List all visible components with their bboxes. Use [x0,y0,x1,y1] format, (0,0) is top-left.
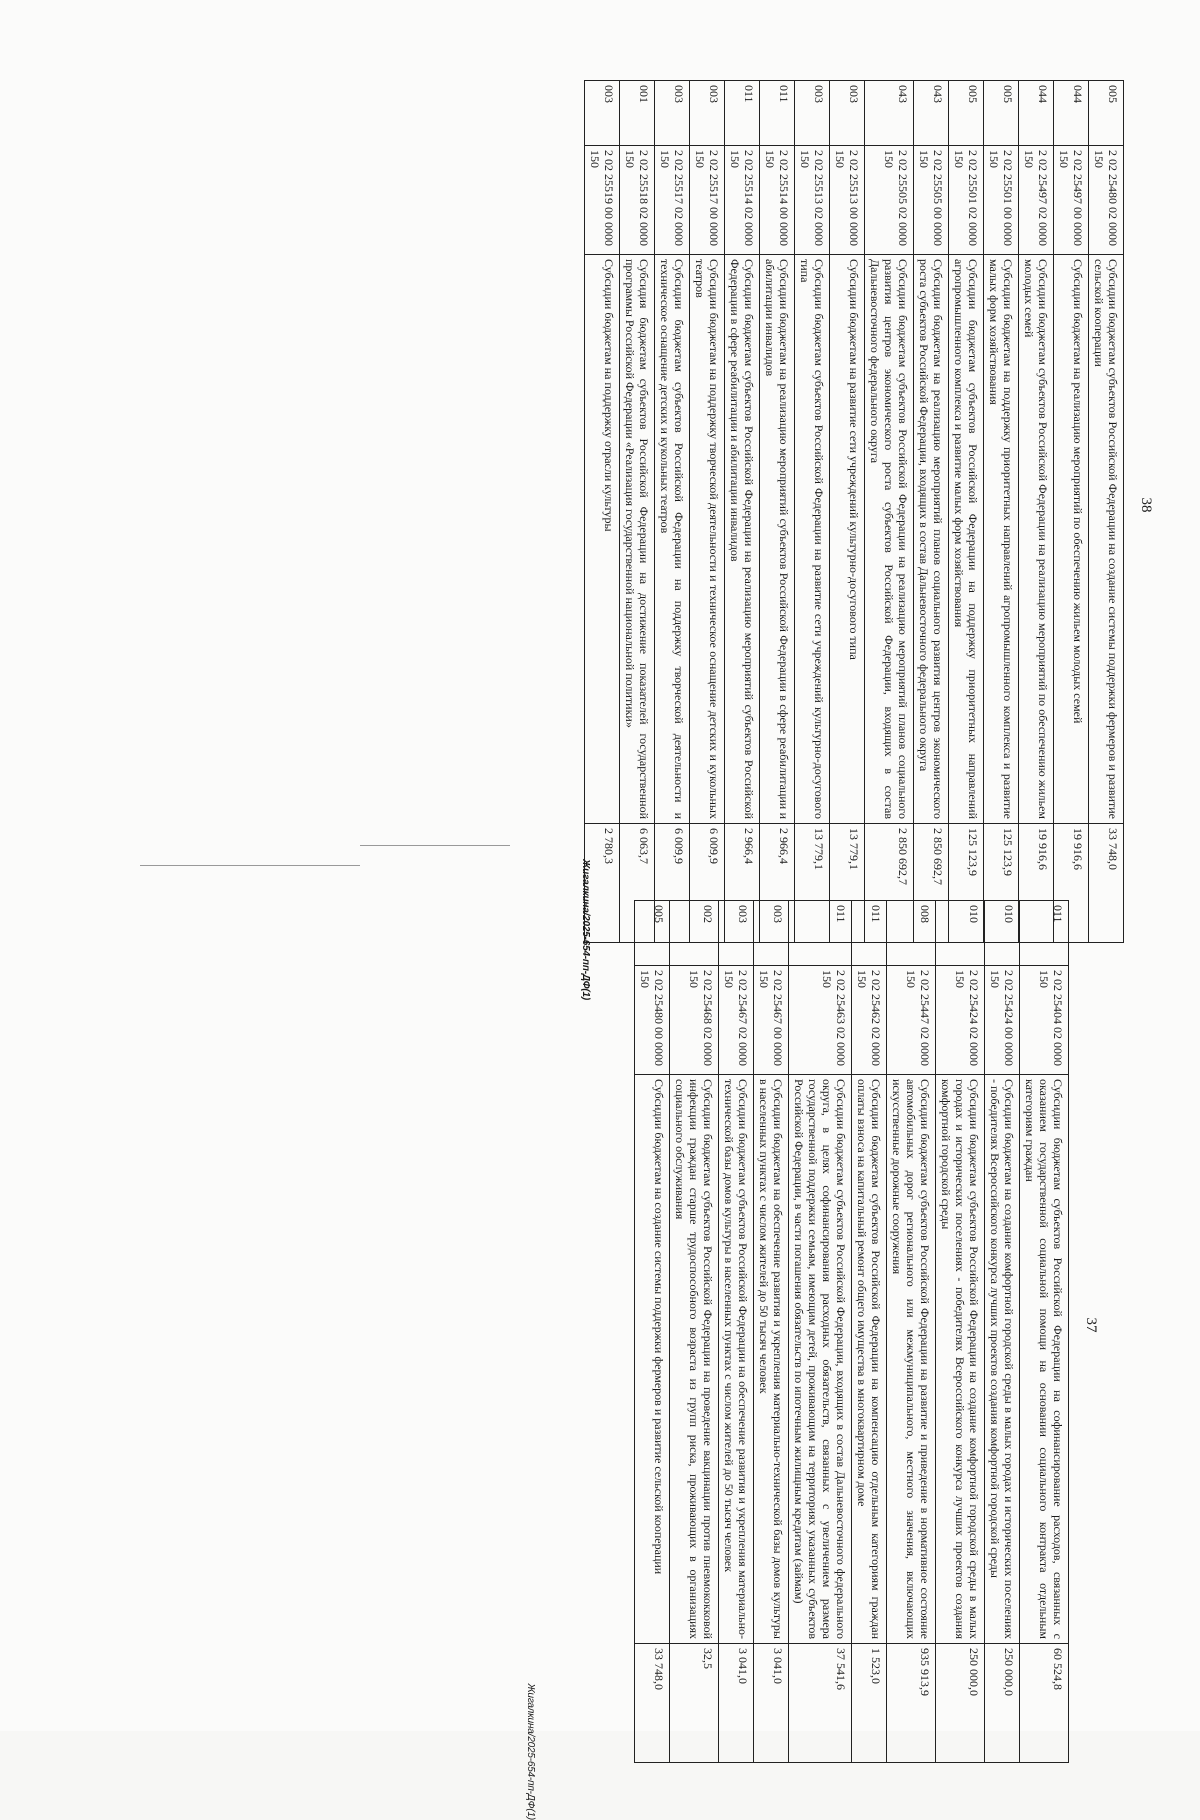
budget-code-cell: 2 02 25513 02 0000 150 [795,146,830,255]
page-number: 38 [1138,497,1154,513]
budget-code-cell: 2 02 25480 00 0000 150 [635,966,670,1075]
amount-cell: 37 541,6 [789,1644,852,1763]
budget-code-cell: 2 02 25517 02 0000 150 [655,146,690,255]
admin-code-cell: 043 [914,81,949,146]
table-row [655,81,690,943]
revenue-name-cell: Субсидии бюджетам субъектов Российской Федерации, входящих в состав Дальневосточного федерального округа, в целях софинансирования расходных обязательств, связанных с увеличением размера государственной поддержки семьям, имеющим детей, проживающим на территориях указанных субъектов Российской Федерации, в части погашения обязательств по ипотечным жилищным кредитам (займам) [789,1075,852,1644]
budget-code-cell: 2 02 25501 00 0000 150 [984,146,1019,255]
budget-code-cell: 2 02 25447 02 0000 150 [887,966,936,1075]
amount-cell: 125 123,9 [984,824,1019,943]
budget-code-cell: 2 02 25468 02 0000 150 [670,966,719,1075]
budget-code-cell: 2 02 25404 02 0000 150 [1020,966,1069,1075]
revenue-name-cell: Субсидии бюджетам субъектов Российской Федерации на реализацию мероприятий субъектов Российской Федерации в сфере реабилитации и абилитации инвалидов [725,255,760,824]
amount-cell: 3 041,0 [754,1644,789,1763]
budget-code-cell: 2 02 25463 02 0000 150 [789,966,852,1075]
table-row [725,81,760,943]
amount-cell: 13 779,1 [795,824,830,943]
admin-code-cell: 003 [754,901,789,966]
budget-code-cell: 2 02 25467 00 0000 150 [754,966,789,1075]
amount-cell: 60 524,8 [1020,1644,1069,1763]
amount-cell: 250 000,0 [985,1644,1020,1763]
amount-cell: 32,5 [670,1644,719,1763]
admin-code-cell: 001 [620,81,655,146]
revenue-name-cell: Субсидии бюджетам на обеспечение развития и укрепления материально-технической базы домов культуры в населенных пунктах с числом жителей до 50 тысяч человек [754,1075,789,1644]
table-row [984,81,1019,943]
table-row [690,81,725,943]
amount-cell: 19 916,6 [1054,824,1089,943]
admin-code-cell: 003 [795,81,830,146]
admin-code-cell: 011 [852,901,887,966]
budget-code-cell: 2 02 25514 00 0000 150 [760,146,795,255]
budget-code-cell: 2 02 25514 02 0000 150 [725,146,760,255]
budget-code-cell: 2 02 25497 00 0000 150 [1054,146,1089,255]
amount-cell: 1 523,0 [852,1644,887,1763]
revenue-name-cell: Субсидии бюджетам на создание комфортной городской среды в малых городах и исторических поселениях - победителях Всероссийского конкурса лучших проектов создания комфортной городской среды [985,1075,1020,1644]
table-row [795,81,830,943]
document-footer: Жигалкина/2025-654-пп-ДФ(1) [525,1683,536,1820]
revenue-name-cell: Субсидии бюджетам субъектов Российской Федерации на развитие и приведение в нормативное состояние автомобильных дорог регионального или межмуниципального, местного значения, включающих искусственные дорожные сооружения [887,1075,936,1644]
amount-cell: 33 748,0 [635,1644,670,1763]
admin-code-cell: 003 [690,81,725,146]
admin-code-cell: 010 [985,901,1020,966]
table-row [865,81,914,943]
page-38 [580,80,1160,1000]
amount-cell: 2 966,4 [760,824,795,943]
table-row [620,81,655,943]
revenue-name-cell: Субсидии бюджетам субъектов Российской Федерации на софинансирование расходов, связанных с оказанием государственной социальной помощи на основании социального контракта отдельным категориям граждан [1020,1075,1069,1644]
amount-cell: 250 000,0 [936,1644,985,1763]
budget-code-cell: 2 02 25424 00 0000 150 [985,966,1020,1075]
budget-code-cell: 2 02 25505 02 0000 150 [865,146,914,255]
amount-cell: 19 916,6 [1019,824,1054,943]
revenue-name-cell: Субсидии бюджетам на реализацию мероприятий по обеспечению жильем молодых семей [1054,255,1089,824]
amount-cell: 6 009,9 [655,824,690,943]
scan-fold-line [140,865,360,866]
admin-code-cell: 011 [1020,901,1069,966]
revenue-table-page-37 [634,900,1069,1763]
document-footer: Жигалкина/2025-654-пп-ДФ(1) [580,859,591,1000]
admin-code-cell: 008 [887,901,936,966]
table-row [949,81,984,943]
revenue-name-cell: Субсидии бюджетам на создание системы поддержки фермеров и развитие сельской кооперации [635,1075,670,1644]
table-row [585,81,620,943]
budget-code-cell: 2 02 25505 00 0000 150 [914,146,949,255]
revenue-name-cell: Субсидия бюджетам субъектов Российской Федерации на достижение показателей государственной программы Российской Федерации «Реализация государственной национальной политики» [620,255,655,824]
admin-code-cell: 002 [670,901,719,966]
amount-cell: 3 041,0 [719,1644,754,1763]
admin-code-cell: 003 [585,81,620,146]
budget-code-cell: 2 02 25424 02 0000 150 [936,966,985,1075]
revenue-name-cell: Субсидии бюджетам субъектов Российской Федерации на создание системы поддержки фермеров и развитие сельской кооперации [1089,255,1124,824]
revenue-name-cell: Субсидии бюджетам субъектов Российской Федерации на развитие сети учреждений культурно-досугового типа [795,255,830,824]
budget-code-cell: 2 02 25467 02 0000 150 [719,966,754,1075]
revenue-name-cell: Субсидии бюджетам субъектов Российской Федерации на поддержку приоритетных направлений агропромышленного комплекса и развитие малых форм хозяйствования [949,255,984,824]
amount-cell: 2 780,3 [585,824,620,943]
admin-code-cell: 003 [655,81,690,146]
budget-code-cell: 2 02 25517 00 0000 150 [690,146,725,255]
revenue-name-cell: Субсидии бюджетам субъектов Российской Федерации на проведение вакцинации против пневмококковой инфекции граждан старше трудоспособного возраста из групп риска, проживающих в организациях социального обслуживания [670,1075,719,1644]
revenue-name-cell: Субсидии бюджетам субъектов Российской Федерации на компенсацию отдельным категориям граждан оплаты взноса на капитальный ремонт общего имущества в многоквартирном доме [852,1075,887,1644]
page-number: 37 [1083,1317,1099,1333]
admin-code-cell: 003 [830,81,865,146]
amount-cell: 6 009,9 [690,824,725,943]
table-row [1020,901,1069,1763]
revenue-name-cell: Субсидии бюджетам субъектов Российской Федерации на поддержку творческой деятельности и техническое оснащение детских и кукольных театров [655,255,690,824]
budget-code-cell: 2 02 25501 02 0000 150 [949,146,984,255]
table-row [789,901,852,1763]
budget-code-cell: 2 02 25518 02 0000 150 [620,146,655,255]
revenue-name-cell: Субсидии бюджетам на реализацию мероприятий планов социального развития центров экономического роста субъектов Российской Федерации, входящих в состав Дальневосточного федерального округа [914,255,949,824]
revenue-name-cell: Субсидии бюджетам на поддержку творческой деятельности и техническое оснащение детских и кукольных театров [690,255,725,824]
admin-code-cell: 044 [1019,81,1054,146]
amount-cell: 13 779,1 [830,824,865,943]
revenue-name-cell: Субсидии бюджетам субъектов Российской Федерации на реализацию мероприятий по обеспечению жильем молодых семей [1019,255,1054,824]
amount-cell: 6 063,7 [620,824,655,943]
amount-cell: 2 850 692,7 [914,824,949,943]
revenue-name-cell: Субсидии бюджетам субъектов Российской Федерации на реализацию мероприятий планов социального развития центров экономического роста субъектов Российской Федерации, входящих в состав Дальневосточного федерального округа [865,255,914,824]
table-row [719,901,754,1763]
table-row [1019,81,1054,943]
admin-code-cell: 011 [760,81,795,146]
admin-code-cell: 005 [949,81,984,146]
budget-code-cell: 2 02 25462 02 0000 150 [852,966,887,1075]
revenue-name-cell: Субсидии бюджетам на поддержку отрасли культуры [585,255,620,824]
revenue-name-cell: Субсидии бюджетам на реализацию мероприятий субъектов Российской Федерации в сфере реабилитации и абилитации инвалидов [760,255,795,824]
revenue-name-cell: Субсидии бюджетам на развитие сети учреждений культурно-досугового типа [830,255,865,824]
admin-code-cell: 011 [725,81,760,146]
table-row [670,901,719,1763]
admin-code-cell: 005 [984,81,1019,146]
amount-cell: 125 123,9 [949,824,984,943]
scan-fold-line [360,845,510,846]
table-row [830,81,865,943]
amount-cell: 33 748,0 [1089,824,1124,943]
budget-code-cell: 2 02 25519 00 0000 150 [585,146,620,255]
admin-code-cell: 005 [635,901,670,966]
page-37 [525,900,1105,1820]
revenue-name-cell: Субсидии бюджетам субъектов Российской Федерации на создание комфортной городской среды в малых городах и исторических поселениях - победителях Всероссийского конкурса лучших проектов создания комфортной городской среды [936,1075,985,1644]
admin-code-cell: 044 [1054,81,1089,146]
table-row [1089,81,1124,943]
table-row [887,901,936,1763]
table-row [936,901,985,1763]
revenue-name-cell: Субсидии бюджетам на поддержку приоритетных направлений агропромышленного комплекса и развитие малых форм хозяйствования [984,255,1019,824]
table-row [1054,81,1089,943]
table-row [852,901,887,1763]
budget-code-cell: 2 02 25497 02 0000 150 [1019,146,1054,255]
revenue-name-cell: Субсидии бюджетам субъектов Российской Федерации на обеспечение развития и укрепления материально-технической базы домов культуры в населенных пунктах с числом жителей до 50 тысяч человек [719,1075,754,1644]
amount-cell: 935 913,9 [887,1644,936,1763]
revenue-table-page-38 [584,80,1124,943]
admin-code-cell: 003 [719,901,754,966]
budget-code-cell: 2 02 25513 00 0000 150 [830,146,865,255]
table-row [985,901,1020,1763]
table-row [914,81,949,943]
admin-code-cell: 011 [789,901,852,966]
admin-code-cell: 043 [865,81,914,146]
budget-code-cell: 2 02 25480 02 0000 150 [1089,146,1124,255]
table-row [760,81,795,943]
table-row [754,901,789,1763]
admin-code-cell: 010 [936,901,985,966]
amount-cell: 2 850 692,7 [865,824,914,943]
table-row [635,901,670,1763]
admin-code-cell: 005 [1089,81,1124,146]
amount-cell: 2 966,4 [725,824,760,943]
